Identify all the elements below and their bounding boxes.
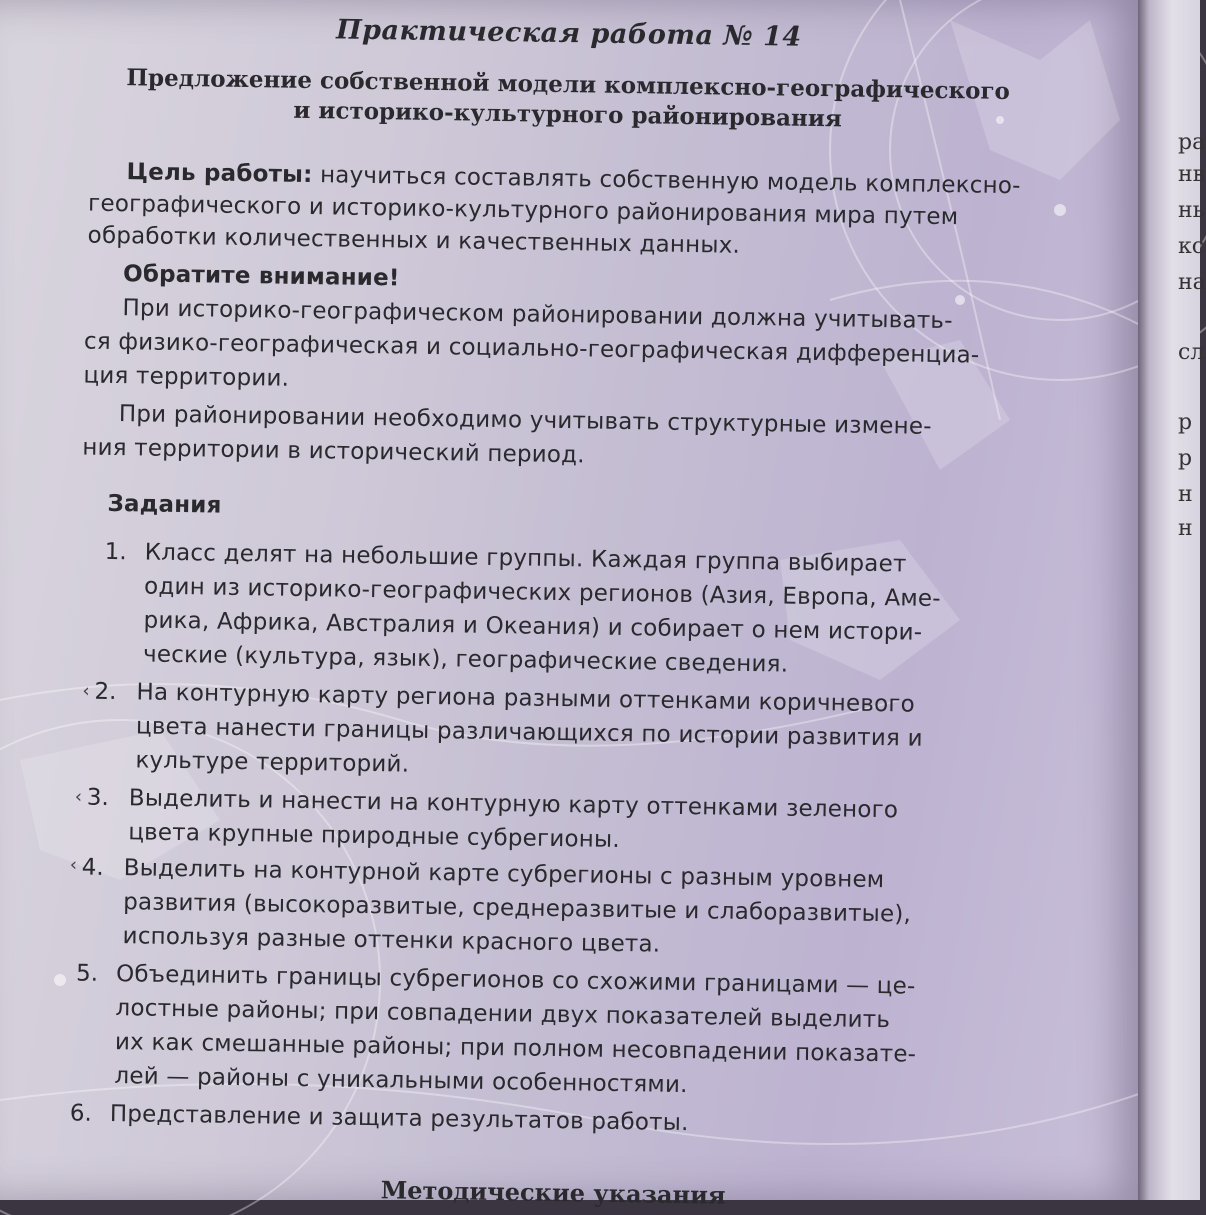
goal-line-2: географического и историко-культурного районирования мира путем <box>87 190 959 231</box>
next-page-fragment: р <box>1178 410 1193 435</box>
task-2-line-1: На контурную карту региона разными оттенками коричневого <box>136 679 916 718</box>
task-number: 1. <box>104 538 127 566</box>
task-1-line-4: ческие (культура, язык), географические сведения. <box>142 641 789 678</box>
task-number: 2. <box>94 678 117 706</box>
attention-line-2: ся физико-географическая и социально-географическая дифференциа- <box>83 328 980 369</box>
task-4-line-1: Выделить на контурной карте субрегионы с разным уровнем <box>123 855 885 894</box>
next-page-fragment: на <box>1178 270 1206 295</box>
task-5-line-4: лей — районы с уникальными особенностями. <box>114 1063 688 1099</box>
task-4-line-2: развития (высокоразвитые, среднеразвитые и слаборазвитые), <box>122 889 912 928</box>
note-line-2: ния территории в исторический период. <box>82 434 585 469</box>
pencil-tick-mark: ‹ <box>74 786 83 808</box>
tasks-heading: Задания <box>107 490 222 519</box>
goal-text: научиться составлять собственную модель комплексно- <box>312 162 1021 200</box>
page-content <box>51 0 1080 1208</box>
goal-label: Цель работы: <box>126 159 313 189</box>
methodical-heading-cut: Методические указания <box>380 1175 726 1210</box>
next-page-fragment: ра <box>1178 130 1206 155</box>
task-1-line-2: один из историко-географических регионов (Азия, Европа, Аме- <box>143 573 941 612</box>
pencil-tick-mark: ‹ <box>69 854 78 876</box>
task-3-line-1: Выделить и нанести на контурную карту оттенками зеленого <box>128 785 899 824</box>
next-page-fragment: сл <box>1178 340 1205 365</box>
next-page-fragment: нь <box>1178 198 1205 223</box>
next-page-fragment: нв <box>1178 162 1206 187</box>
next-page-fragment: н <box>1178 482 1193 507</box>
attention-heading: Обратите внимание! <box>122 261 400 292</box>
attention-line-1: При историко-географическом районировании должна учитывать- <box>122 295 953 335</box>
task-1-line-1: Класс делят на небольшие группы. Каждая группа выбирает <box>144 539 907 578</box>
note-line-1: При районировании необходимо учитывать структурные измене- <box>118 401 932 440</box>
task-6-line-1: Представление и защита результатов работы. <box>109 1100 689 1137</box>
task-number: 3. <box>86 784 109 811</box>
goal-line-3: обработки количественных и качественных данных. <box>87 222 741 259</box>
task-1-line-3: рика, Африка, Австралия и Океания) и собирает о нем истори- <box>143 607 923 646</box>
task-number: 4. <box>81 854 104 881</box>
attention-line-3: ция территории. <box>83 362 290 392</box>
page-title: Практическая работа № 14 <box>335 14 802 53</box>
task-4-line-3: используя разные оттенки красного цвета. <box>122 923 661 958</box>
task-number: 5. <box>75 960 99 987</box>
task-number: 6. <box>69 1100 93 1127</box>
next-page-fragment: кс <box>1178 234 1205 259</box>
task-5-line-1: Объединить границы субрегионов со схожими границами — це- <box>115 961 916 1000</box>
task-2-line-2: цвета нанести границы различающихся по истории развития и <box>135 713 923 752</box>
task-3-line-2: цвета крупные природные субрегионы. <box>128 819 621 853</box>
task-5-line-3: их как смешанные районы; при полном несовпадении показате- <box>114 1029 917 1068</box>
task-2-line-3: культуре территорий. <box>135 747 410 778</box>
next-page-fragment: р <box>1178 446 1193 471</box>
next-page-edge <box>1138 0 1206 1200</box>
subtitle-line-2: и историко-культурного районирования <box>293 96 843 133</box>
next-page-fragment: н <box>1178 516 1193 541</box>
task-5-line-2: лостные районы; при совпадении двух показателей выделить <box>115 995 891 1034</box>
pencil-tick-mark: ‹ <box>82 680 90 702</box>
subtitle-line-1: Предложение собственной модели комплексно-географического <box>126 64 1011 106</box>
